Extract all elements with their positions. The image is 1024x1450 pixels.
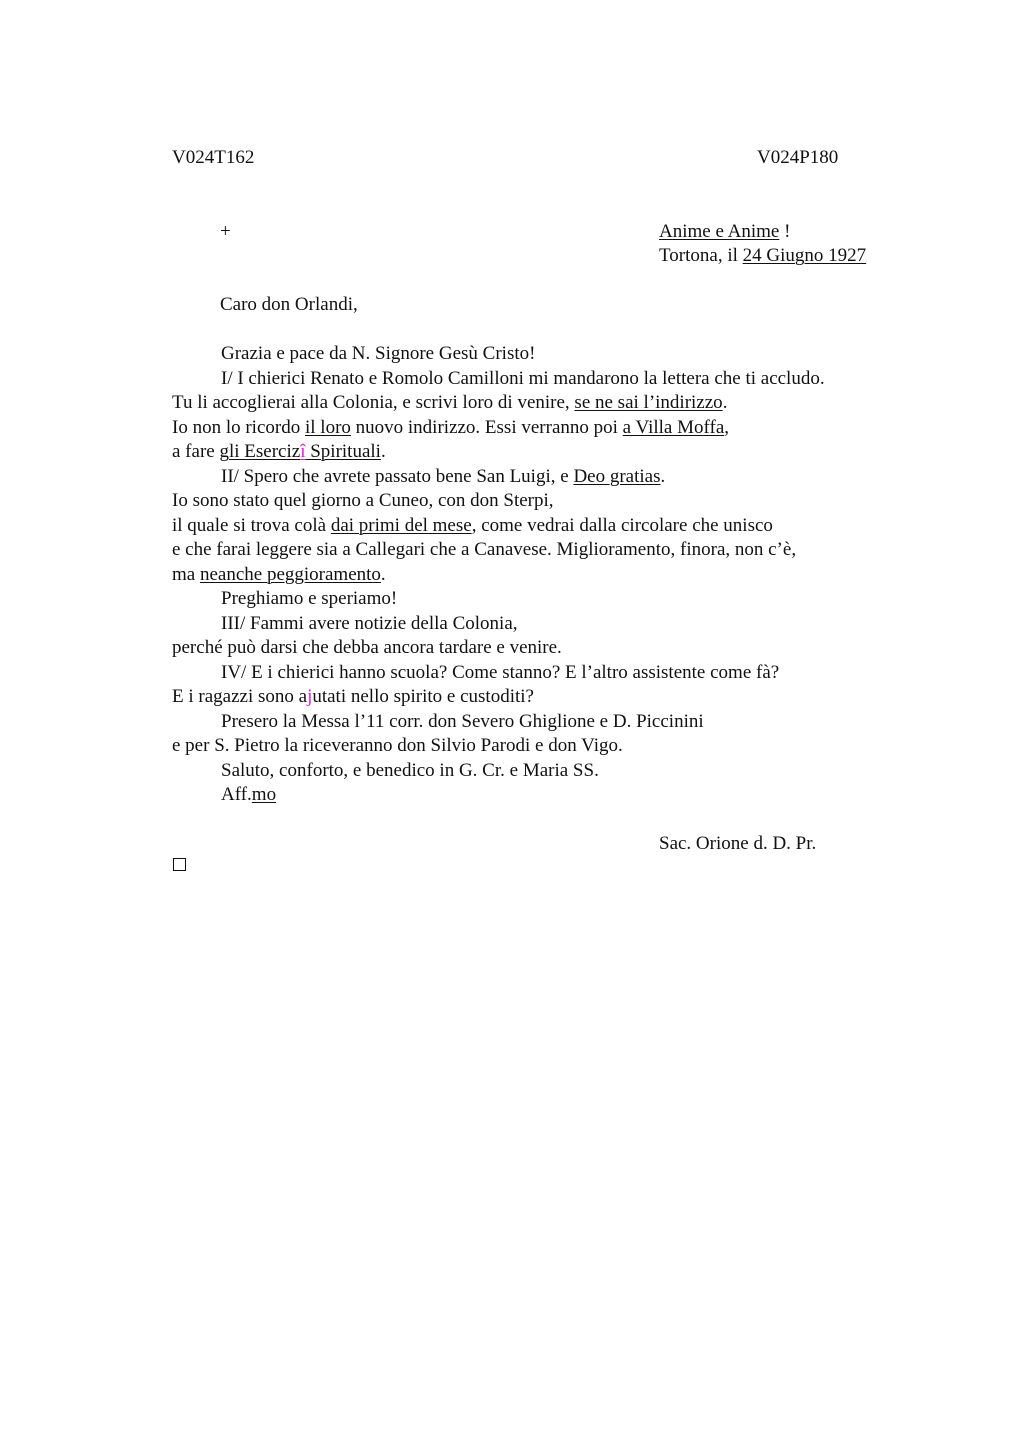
underlined-text: Spirituali [305, 441, 381, 462]
underlined-text: dai primi del mese [330, 514, 472, 536]
paragraph-line: perché può darsi che debba ancora tardare e venire. [172, 637, 562, 658]
motto-punct: ! [779, 221, 791, 242]
cross-symbol: + [220, 221, 231, 242]
greeting: Grazia e pace da N. Signore Gesù Cristo! [221, 343, 536, 364]
underlined-text: a Villa Moffa [622, 416, 725, 438]
text-run: . [380, 441, 386, 462]
paragraph-line: e che farai leggere sia a Callegari che a Canavese. Miglioramento, finora, non c’è, [172, 539, 797, 560]
paragraph-line: Io sono stato quel giorno a Cuneo, con don Sterpi, [172, 490, 554, 511]
motto-text: Anime e Anime [659, 221, 780, 242]
header-left-code: V024T162 [172, 147, 255, 168]
text-run: a fare [172, 441, 220, 462]
paragraph-line [172, 465, 825, 490]
text-run: , come vedrai dalla circolare che unisco [471, 514, 773, 536]
paragraph-line [172, 563, 825, 588]
letter-body [172, 342, 825, 808]
underlined-text: mo [251, 784, 277, 805]
underlined-text: Deo gratias [573, 465, 661, 487]
letter-date: 24 Giugno 1927 [742, 245, 867, 266]
paragraph-line: e per S. Pietro la riceveranno don Silvio Parodi e don Vigo. [172, 735, 623, 756]
text-run: il quale si trova colà [172, 514, 331, 536]
underlined-text: se ne sai l’indirizzo [574, 392, 723, 413]
salutation: Caro don Orlandi, [220, 294, 358, 315]
place-date [659, 245, 866, 267]
paragraph-line: Presero la Messa l’11 corr. don Severo Ghiglione e D. Piccinini [221, 710, 704, 732]
text-run: Aff. [221, 784, 252, 805]
paragraph-line: Preghiamo e speriamo! [221, 588, 398, 609]
text-run: ma [172, 563, 200, 585]
closing [172, 783, 825, 808]
paragraph-line [172, 391, 825, 416]
text-run: . [660, 465, 666, 487]
header-right-code: V024P180 [757, 147, 839, 168]
paragraph-line [172, 440, 825, 465]
text-run: . [722, 392, 728, 413]
text-run: . [380, 563, 386, 585]
paragraph-line [172, 514, 825, 539]
text-run: Tu li accoglierai alla Colonia, e scrivi loro di venire, [172, 392, 575, 413]
paragraph-line [172, 416, 825, 441]
highlighted-char: î [300, 441, 306, 462]
highlighted-char: j [307, 686, 313, 707]
paragraph-line: III/ Fammi avere notizie della Colonia, [221, 612, 518, 634]
underlined-text: gli Eserciz [219, 441, 301, 462]
square-box-icon [173, 858, 186, 871]
text-run: nuovo indirizzo. Essi verranno poi [350, 416, 623, 438]
text-run: II/ Spero che avrete passato bene San Luigi, e [221, 465, 574, 487]
text-run: utati nello spirito e custoditi? [312, 686, 534, 707]
underlined-text: il loro [304, 416, 351, 438]
paragraph-line: Saluto, conforto, e benedico in G. Cr. e Maria SS. [221, 759, 599, 781]
signature: Sac. Orione d. D. Pr. [659, 833, 817, 854]
motto [659, 221, 790, 243]
text-run: Io non lo ricordo [172, 416, 305, 438]
paragraph-line: I/ I chierici Renato e Romolo Camilloni mi mandarono la lettera che ti accludo. [221, 367, 825, 389]
paragraph-line: IV/ E i chierici hanno scuola? Come stanno? E l’altro assistente come fà? [221, 661, 780, 683]
place-prefix: Tortona, il [659, 245, 743, 266]
text-run: E i ragazzi sono a [172, 686, 308, 707]
underlined-text: neanche peggioramento [199, 563, 381, 585]
text-run: , [724, 416, 729, 438]
paragraph-line [172, 685, 825, 710]
